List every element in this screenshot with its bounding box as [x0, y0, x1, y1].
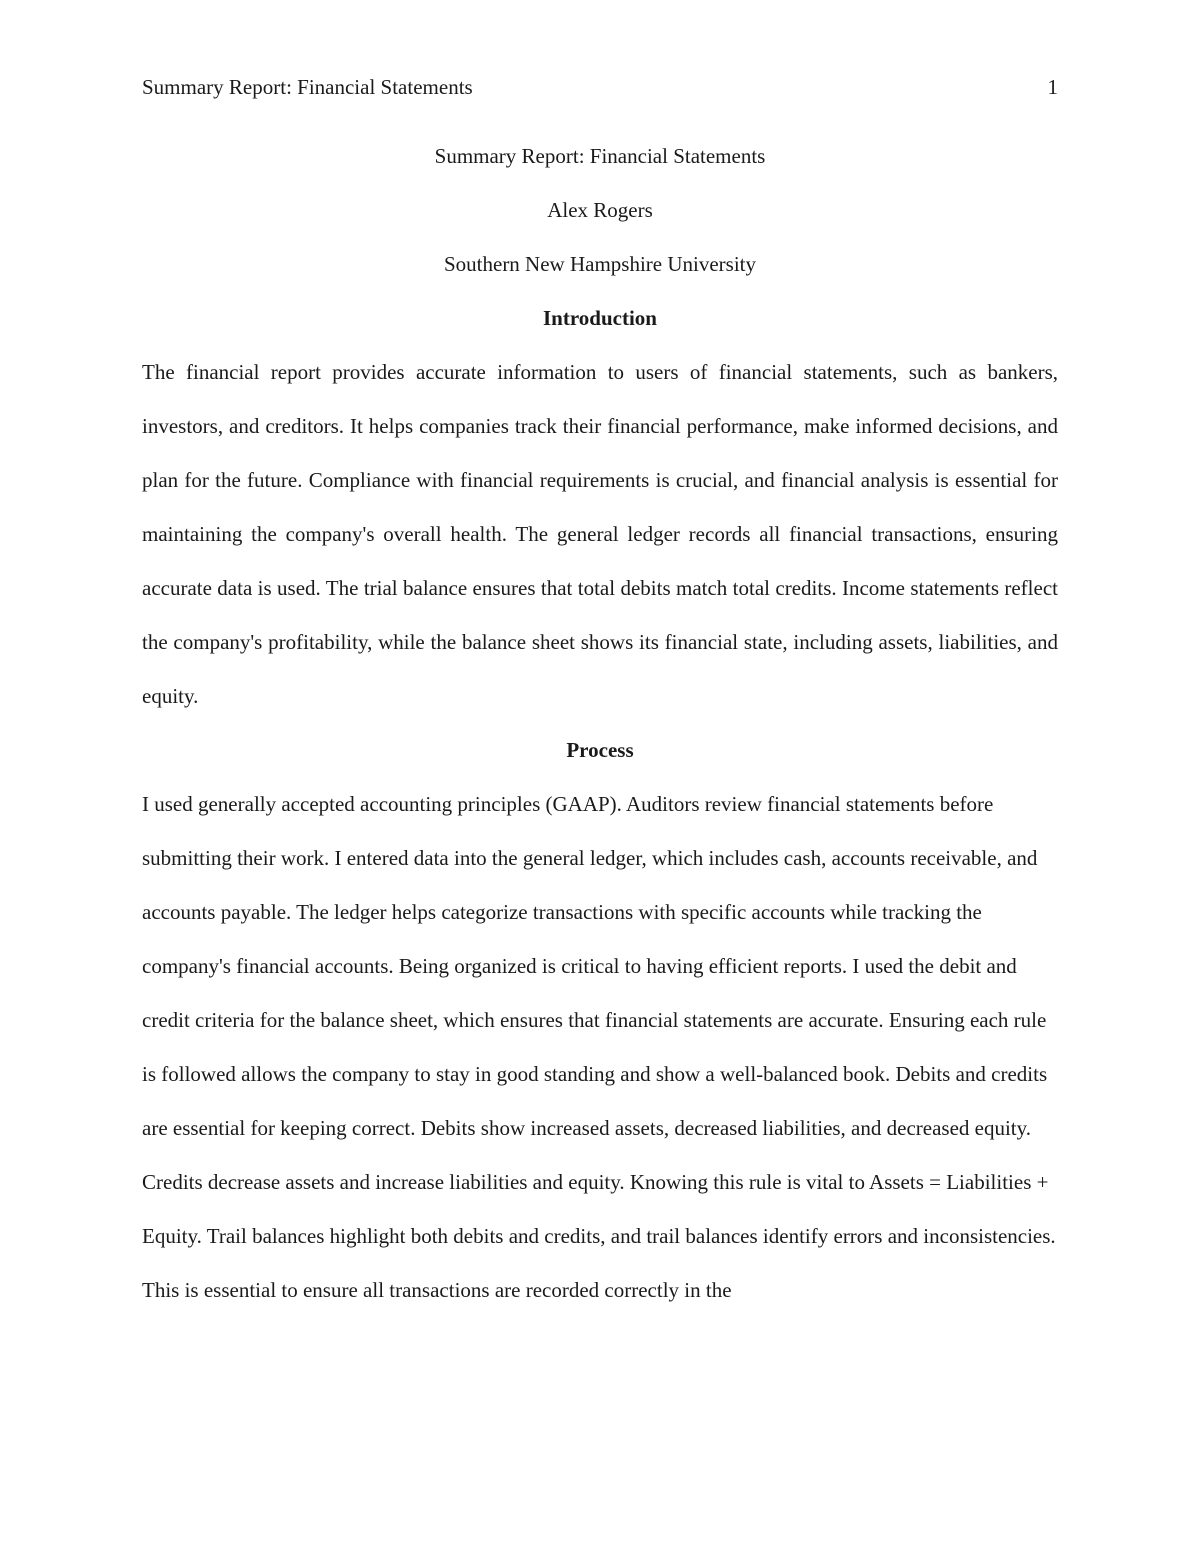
running-header	[142, 72, 1058, 102]
introduction-paragraph: The financial report provides accurate information to users of financial statements, such as bankers, investors, and creditors. It helps companies track their financial performance, make informed decisions, and plan for the future. Compliance with financial requirements is crucial, and financial analysis is essential for maintaining the company's overall health. The general ledger records all financial transactions, ensuring accurate data is used. The trial balance ensures that total debits match total credits. Income statements reflect the company's profitability, while the balance sheet shows its financial state, including assets, liabilities, and equity.	[142, 360, 1058, 708]
paper-title: Summary Report: Financial Statements	[434, 144, 766, 168]
section-heading-process: Process	[566, 738, 634, 762]
process-paragraph: I used generally accepted accounting principles (GAAP). Auditors review financial statements before submitting their work. I entered data into the general ledger, which includes cash, accounts receivable, and accounts payable. The ledger helps categorize transactions with specific accounts while tracking the company's financial accounts. Being organized is critical to having efficient reports. I used the debit and credit criteria for the balance sheet, which ensures that financial statements are accurate. Ensuring each rule is followed allows the company to stay in good standing and show a well-balanced book. Debits and credits are essential for keeping correct. Debits show increased assets, decreased liabilities, and decreased equity. Credits decrease assets and increase liabilities and equity. Knowing this rule is vital to Assets = Liabilities + Equity. Trail balances highlight both debits and credits, and trail balances identify errors and inconsistencies. This is essential to ensure all transactions are recorded correctly in the	[142, 792, 1056, 1302]
document-body	[142, 129, 1058, 1317]
author-name: Alex Rogers	[547, 198, 653, 222]
institution-name: Southern New Hampshire University	[443, 252, 757, 276]
title-block	[142, 129, 1058, 291]
running-head-title: Summary Report: Financial Statements	[142, 75, 473, 99]
page-number: 1	[1047, 75, 1058, 99]
section-heading-introduction: Introduction	[543, 306, 657, 330]
